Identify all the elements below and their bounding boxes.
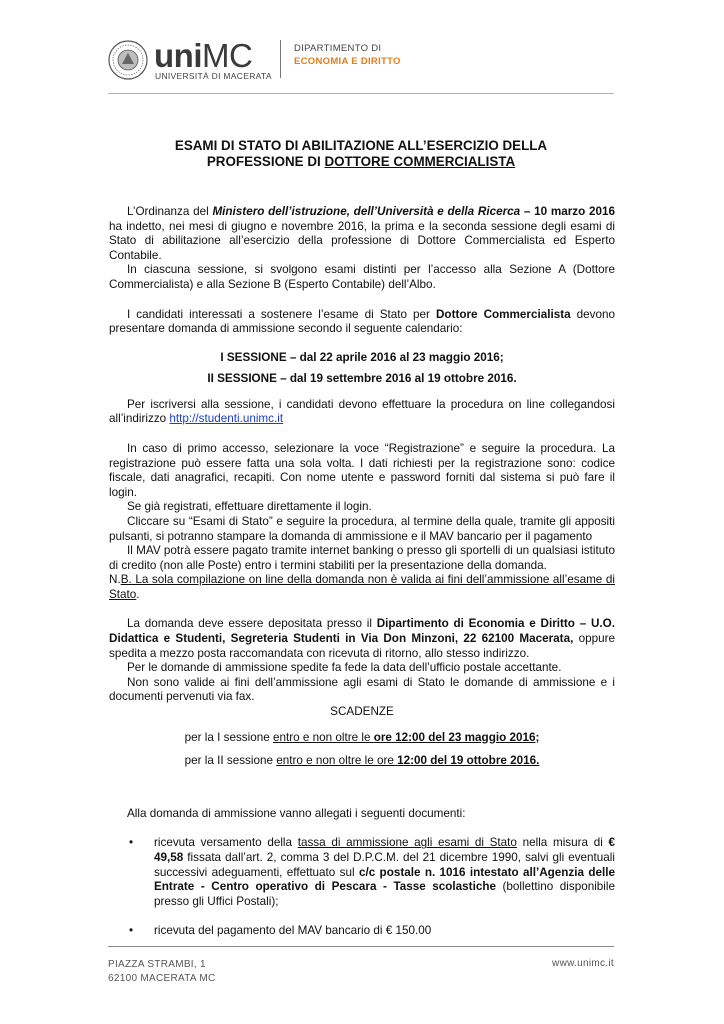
university-name: UNIVERSITÀ DI MACERATA <box>155 71 272 81</box>
paragraph-login: Se già registrati, effettuare direttamente il login. <box>127 500 372 514</box>
deadline-1: per la I sessione entro e non oltre le ore 12:00 del 23 maggio 2016; <box>184 730 540 744</box>
header-rule <box>108 93 614 94</box>
unimc-logo: uniMC <box>154 37 253 74</box>
paragraph-mav: Il MAV potrà essere pagato tramite internet banking o presso gli sportelli di un qualsiasi istituto di credito (non alle Poste) entro i termini stabiliti per la presentazione della domanda. <box>109 544 615 572</box>
department-name: ECONOMIA E DIRITTO <box>294 56 401 67</box>
session-1: I SESSIONE – dal 22 aprile 2016 al 23 maggio 2016; <box>220 350 504 364</box>
document-body <box>109 205 615 939</box>
studenti-link[interactable]: http://studenti.unimc.it <box>169 412 284 426</box>
paragraph-allegati: Alla domanda di ammissione vanno allegati i seguenti documenti: <box>127 806 466 820</box>
paragraph-ordinanza: L’Ordinanza del Ministero dell’istruzione, dell’Università e della Ricerca – 10 marzo 2016 ha indetto, nei mesi di giugno e novembre 2016, la prima e la seconda sessione degli esami di Stato di abilitazione all’esercizio della professione di Dottore Commercialista ed Esperto Contabile. <box>109 205 615 262</box>
footer-rule <box>108 946 614 947</box>
scadenze-heading: SCADENZE <box>330 705 394 719</box>
paragraph-candidati: I candidati interessati a sostenere l’esame di Stato per Dottore Commercialista devono presentare domanda di ammissione secondo il seguente calendario: <box>109 307 616 336</box>
list-item: • ricevuta del pagamento del MAV bancario di € 150.00 <box>129 924 432 938</box>
paragraph-deposito: La domanda deve essere depositata presso il Dipartimento di Economia e Diritto – U.O. Didattica e Studenti, Segreteria Studenti in Via Don Minzoni, 22 62100 Macerata, oppure spedita a mezzo posta raccomandata con ricevuta di ritorno, allo stesso indirizzo. <box>109 617 615 660</box>
header-divider <box>280 40 281 78</box>
documents-list <box>109 836 615 939</box>
paragraph-fax: Non sono valide ai fini dell’ammissione agli esami di Stato le domande di ammissione e i documenti pervenuti via fax. <box>109 675 615 704</box>
footer-address: PIAZZA STRAMBI, 1 62100 MACERATA MC <box>108 959 216 984</box>
paragraph-postale: Per le domande di ammissione spedite fa fede la data dell’ufficio postale accettante. <box>127 661 562 675</box>
paragraph-nb: N.B. La sola compilazione on line della domanda non è valida ai fini dell’ammissione all’esame di Stato. <box>109 573 615 601</box>
deadline-2: per la II sessione entro e non oltre le ore 12:00 del 19 ottobre 2016. <box>184 754 540 768</box>
bullet-icon: • <box>129 924 134 938</box>
list-item: • ricevuta versamento della tassa di ammissione agli esami di Stato nella misura di € 49,58 fissata dall’art. 2, comma 3 del D.P.C.M. del 21 dicembre 1990, salvi gli eventuali successivi adeguamenti, effettuato sul c/c postale n. 1016 intestato all’Agenzia delle Entrate - Centro operativo di Pescara - Tasse scolastiche (bollettino disponibile presso gli Uffici Postali); <box>129 836 616 908</box>
university-seal-icon <box>108 40 148 80</box>
bullet-icon: • <box>129 836 134 850</box>
paragraph-iscrizione: Per iscriversi alla sessione, i candidati devono effettuare la procedura on line collegandosi all’indirizzo http://studenti.unimc.it <box>109 397 615 426</box>
paragraph-esami: Cliccare su “Esami di Stato” e seguire la procedura, al termine della quale, tramite gli appositi pulsanti, si potranno stampare la domanda di ammissione e il MAV bancario per il pagamento <box>109 514 615 543</box>
paragraph-sessioni: In ciascuna sessione, si svolgono esami distinti per l’accesso alla Sezione A (Dottore Commercialista) e alla Sezione B (Esperto Contabile) dell’Albo. <box>109 263 615 291</box>
footer-website: www.unimc.it <box>552 958 614 969</box>
paragraph-registrazione: In caso di primo accesso, selezionare la voce “Registrazione” e seguire la procedura. La registrazione può essere fatta una sola volta. I dati richiesti per la registrazione sono: codice fiscale, dati anagrafici, recapiti. Con nome utente e password forniti dal sistema si può fare il login. <box>109 441 615 499</box>
session-2: II SESSIONE – dal 19 settembre 2016 al 19 ottobre 2016. <box>207 371 517 385</box>
letterhead <box>108 38 614 98</box>
department-label: DIPARTIMENTO DI <box>294 43 382 54</box>
page-title: ESAMI DI STATO DI ABILITAZIONE ALL’ESERCIZIO DELLA PROFESSIONE DI DOTTORE COMMERCIALISTA <box>174 138 548 169</box>
